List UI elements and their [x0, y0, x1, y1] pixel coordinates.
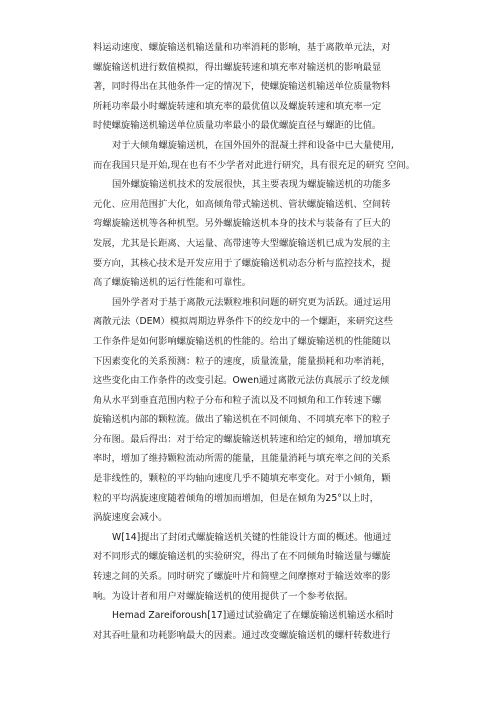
document-body	[93, 38, 416, 645]
paragraph-p4	[93, 293, 411, 528]
text-line: 料运动速度、螺旋输送机输送量和功率消耗的影响，基于离散单元法，对	[93, 42, 391, 53]
text-line: Hemad Zareiforoush[17]通过试验确定了在螺旋输送机输送水稻时	[112, 610, 394, 622]
paragraph-p3	[93, 175, 411, 293]
text-line: 而在我国只是开始,现在也有不少学者对此进行研究，具有很充足的研究 空间。	[93, 159, 416, 171]
text-line: 率时，增加了维持颗粒流动所需的能量，且能量消耗与填充率之间的关系	[93, 453, 391, 465]
paragraph-p6	[93, 606, 411, 645]
text-line: 涡旋速度会减小。	[93, 512, 168, 524]
text-line: 响。为设计者和用户对螺旋输送机的使用提供了一个参考依据。	[93, 590, 354, 602]
text-line: 螺旋输送机进行数值模拟，得出螺旋转速和填充率对输送机的影响最显	[93, 61, 382, 73]
text-line: 对于大倾角螺旋输送机，在国外国外的混凝土拌和设备中已大量使用,	[112, 139, 394, 151]
paragraph-p2	[93, 136, 416, 175]
text-line: 发展，尤其是长距离、大运量、高带速等大型螺旋输送机已成为发展的主	[93, 237, 391, 249]
text-line: W[14]提出了封闭式螺旋输送机关键的性能设计方面的概述。他通过	[112, 531, 392, 543]
text-line: 这些变化由工作条件的改变引起。Owen通过离散元法仿真展示了绞龙倾	[93, 375, 390, 387]
text-line: 对不同形式的螺旋输送机的实验研究，得出了在不同倾角时输送量与螺旋	[93, 551, 391, 563]
text-line: 工作条件是如何影响螺旋输送机的性能的。给出了螺旋输送机的性能随以	[93, 335, 391, 347]
text-line: 国外学者对于基于离散元法颗粒堆积问题的研究更为活跃。通过运用	[112, 296, 391, 308]
text-line: 弯螺旋输送机等各种机型。另外螺旋输送机本身的技术与装备有了巨大的	[93, 218, 391, 230]
paragraph-p5	[93, 528, 411, 606]
text-line: 下因素变化的关系预测：粒子的速度，质量流量，能量损耗和功率消耗，	[93, 355, 391, 367]
paragraph-p1	[93, 38, 411, 136]
text-line: 是非线性的，颗粒的平均轴向速度几乎不随填充率变化。对于小倾角，颗	[93, 473, 391, 485]
text-line: 所耗功率最小时螺旋转速和填充率的最优值以及螺旋转速和填充率一定	[93, 100, 382, 112]
text-line: 时使螺旋输送机输送单位质量功率最小的最优螺旋直径与螺距的比值。	[93, 120, 382, 132]
text-line: 粒的平均涡旋速度随着倾角的增加而增加，但是在倾角为25°以上时，	[93, 492, 380, 504]
text-line: 元化、应用范围扩大化，如高倾角带式输送机、管状螺旋输送机、空间转	[93, 198, 391, 210]
text-line: 要方向，其核心技术是开发应用于了螺旋输送机动态分析与监控技术，提	[93, 257, 391, 269]
text-line: 旋输送机内部的颗粒流。做出了输送机在不同倾角、不同填充率下的粒子	[93, 414, 391, 426]
text-line: 国外螺旋输送机技术的发展很快，其主要表现为螺旋输送机的功能多	[112, 179, 391, 191]
text-line: 转速之间的关系。同时研究了螺旋叶片和简壁之间摩擦对于输送效率的影	[93, 571, 391, 583]
text-line: 对其吞吐量和功耗影响最大的因素。通过改变螺旋输送机的螺杆转数进行	[93, 629, 391, 641]
text-line: 角从水平到垂直范围内粒子分布和粒子流以及不同倾角和工作转速下螺	[93, 394, 382, 406]
text-line: 分布图。最后得出：对于给定的螺旋输送机转速和给定的倾角，增加填充	[93, 433, 391, 445]
text-line: 著，同时得出在其他条件一定的情况下，使螺旋输送机输送单位质量物料	[93, 81, 391, 93]
text-line: 离散元法（DEM）模拟周期边界条件下的绞龙中的一个螺距，来研究这些	[93, 316, 393, 328]
text-line: 高了螺旋输送机的运行性能和可靠性。	[93, 277, 252, 289]
